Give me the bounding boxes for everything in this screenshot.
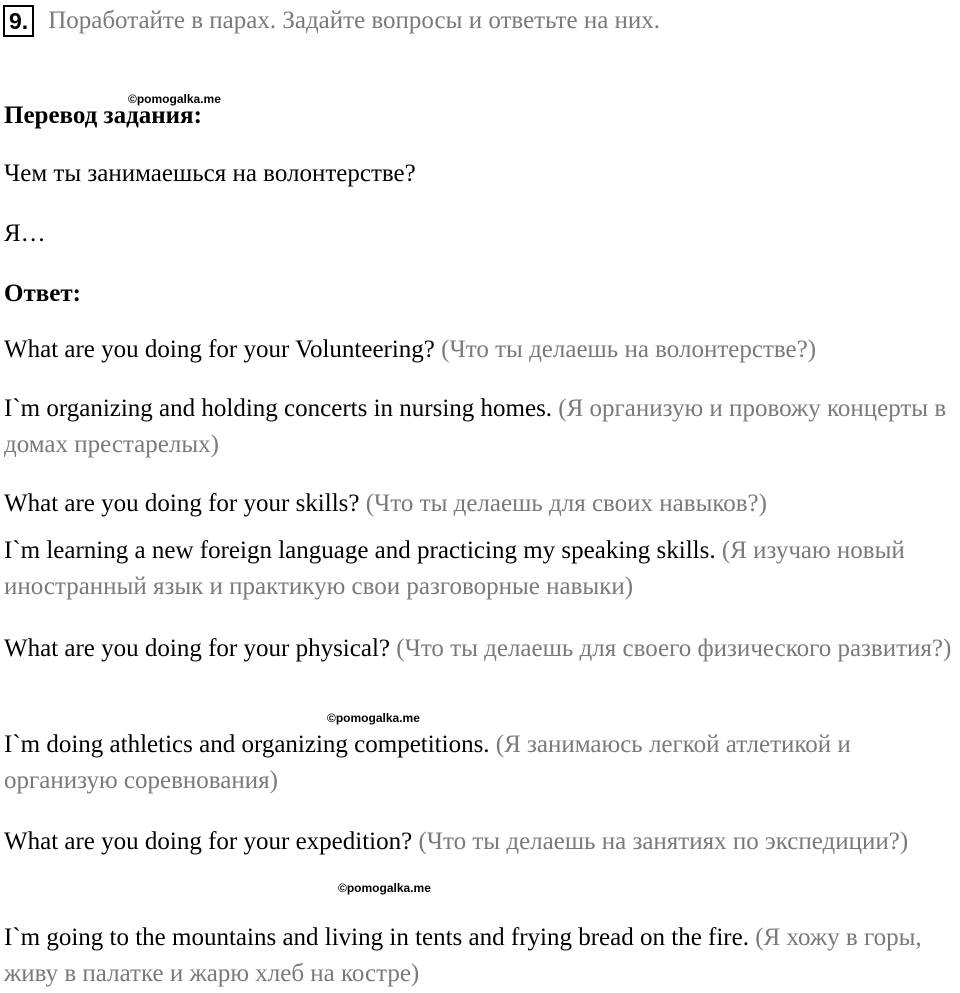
answer-ru: (Я занимаюсь легкой атлетикой и организую соревнования) xyxy=(4,731,851,794)
answer-en: I`m learning a new foreign language and practicing my speaking skills. xyxy=(4,537,716,564)
answer-item-8 xyxy=(4,920,960,992)
answer-ru: (Я хожу в горы, живу в палатке и жарю хлеб на костре) xyxy=(4,924,922,987)
answer-ru: (Что ты делаешь для своего физического развития?) xyxy=(396,635,952,662)
answer-item-3 xyxy=(4,486,960,522)
task-header xyxy=(3,4,660,38)
answer-en: What are you doing for your expedition? xyxy=(4,828,413,855)
answer-item-6 xyxy=(4,727,960,799)
answer-ru: (Что ты делаешь на волонтерстве?) xyxy=(441,336,817,363)
answer-en: I`m going to the mountains and living in tents and frying bread on the fire. xyxy=(4,924,749,951)
answer-ru: (Я организую и провожу концерты в домах престарелых) xyxy=(4,395,947,458)
answer-ru: (Что ты делаешь для своих навыков?) xyxy=(365,490,767,517)
task-number: 9. xyxy=(3,5,34,37)
answer-item-7 xyxy=(4,824,960,860)
answer-item-1 xyxy=(4,332,960,368)
task-instruction: Поработайте в парах. Задайте вопросы и ответьте на них. xyxy=(48,7,661,34)
answer-ru: (Что ты делаешь на занятиях по экспедиции?) xyxy=(418,828,909,855)
answer-item-2 xyxy=(4,391,960,463)
answer-en: I`m doing athletics and organizing competitions. xyxy=(4,731,490,758)
watermark: ©pomogalka.me xyxy=(128,92,221,106)
translation-question: Чем ты занимаешься на волонтерстве? xyxy=(4,160,416,187)
answer-item-5 xyxy=(4,631,960,667)
watermark: ©pomogalka.me xyxy=(327,711,420,725)
answer-en: I`m organizing and holding concerts in nursing homes. xyxy=(4,395,553,422)
answer-heading: Ответ: xyxy=(4,280,81,307)
translation-answer-stub: Я… xyxy=(4,220,46,247)
watermark: ©pomogalka.me xyxy=(338,881,431,895)
answer-en: What are you doing for your physical? xyxy=(4,635,390,662)
answer-item-4 xyxy=(4,533,960,605)
answer-en: What are you doing for your Volunteering? xyxy=(4,336,435,363)
answer-ru: (Я изучаю новый иностранный язык и практикую свои разговорные навыки) xyxy=(4,537,905,600)
translation-heading: Перевод задания: xyxy=(4,102,202,129)
answer-en: What are you doing for your skills? xyxy=(4,490,360,517)
